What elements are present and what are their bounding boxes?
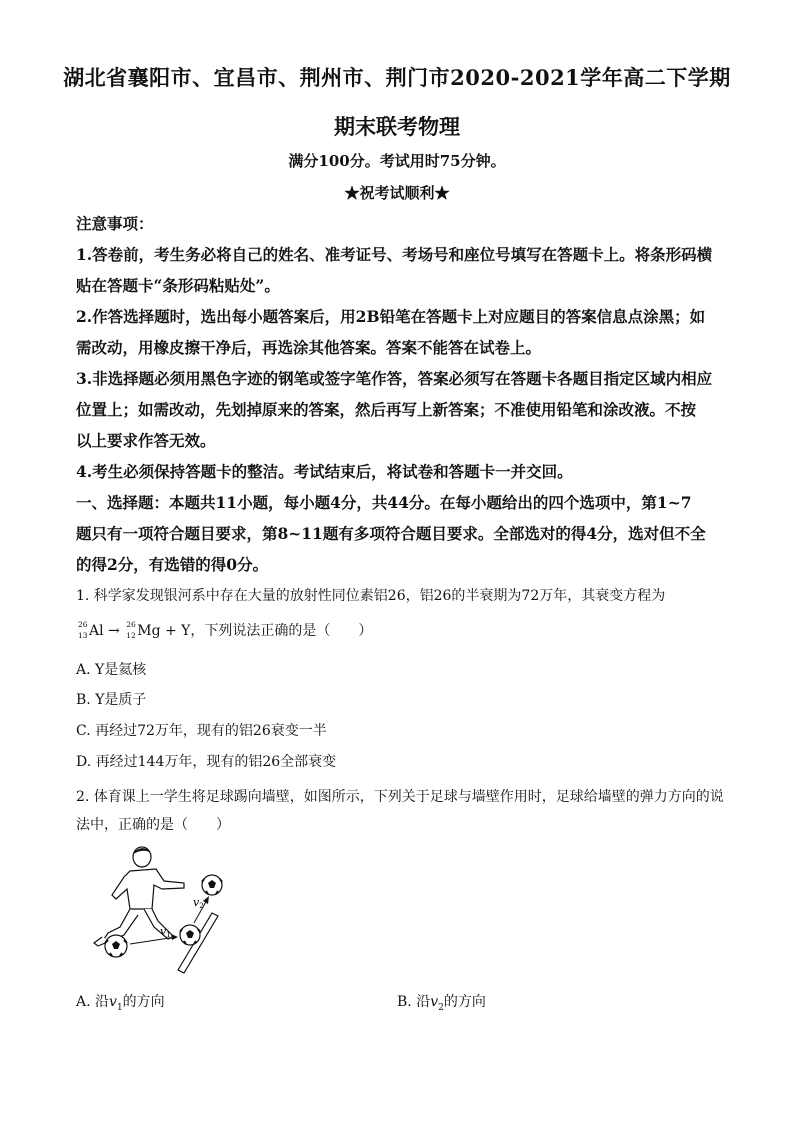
notice-section (76, 208, 724, 580)
ball-at-wall (180, 925, 200, 945)
q1-option-b: B. Y是质子 (76, 692, 147, 708)
notice-line: 1.答卷前，考生务必将自己的姓名、准考证号、考场号和座位号填写在答题卡上。将条形码横 (76, 245, 713, 264)
label-v2: v2 (193, 896, 204, 910)
notice-line: 位置上；如需改动，先划掉原来的答案，然后再写上新答案；不准使用铅笔和涂改液。不按 (76, 400, 697, 419)
reaction-arrow: → (108, 623, 120, 639)
section-instructions: 题只有一项符合题目要求，第8~11题有多项符合题目要求。全部选对的得4分，选对但不全 (76, 524, 706, 543)
q1-option-a: A. Y是氦核 (76, 662, 147, 678)
notice-line: 以上要求作答无效。 (76, 431, 216, 450)
notice-line: 需改动，用橡皮擦干净后，再选涂其他答案。答案不能答在试卷上。 (76, 338, 542, 357)
notice-line: 2.作答选择题时，选出每小题答案后，用2B铅笔在答题卡上对应题目的答案信息点涂黑；如 (76, 307, 706, 326)
label-v1: v1 (160, 925, 171, 939)
exam-title-line2: 期末联考物理 (334, 114, 460, 139)
section-instructions: 的得2分，有选错的得0分。 (76, 555, 269, 574)
q1-option-c: C. 再经过72万年，现有的铝26衰变一半 (76, 723, 327, 739)
section-instructions: 一、选择题：本题共11小题，每小题4分，共44分。在每小题给出的四个选项中，第1~7 (76, 493, 692, 512)
question-1-stem: 1. 科学家发现银河系中存在大量的放射性同位素铝26，铝26的半衰期为72万年，其衰变方程为 (76, 588, 666, 604)
q2-option-b: B. 沿$v_2$的方向 (397, 994, 486, 1013)
magnesium-nuclide: 26 12 Mg (126, 620, 161, 640)
soccer-wall-figure (72, 843, 242, 978)
good-luck-banner: ★祝考试顺利★ (344, 184, 450, 202)
notice-line: 3.非选择题必须用黑色字迹的钢笔或签字笔作答，答案必须写在答题卡各题目指定区域内相应 (76, 369, 713, 388)
exam-title-line1: 湖北省襄阳市、宜昌市、荆州市、荆门市2020-2021学年高二下学期 (63, 65, 731, 90)
notice-line: 贴在答题卡“条形码粘贴处”。 (76, 276, 280, 295)
score-info: 满分100分。考试用时75分钟。 (288, 152, 506, 170)
decay-equation (76, 618, 372, 644)
question-2-stem: 2. 体育课上一学生将足球踢向墙壁，如图所示，下列关于足球与墙壁作用时，足球给墙壁的弹力方向的说 法中，正确的是（ ） (76, 789, 724, 833)
q1-option-d: D. 再经过144万年，现有的铝26全部衰变 (76, 754, 337, 770)
ball-rebound (202, 875, 222, 895)
notice-heading: 注意事项： (76, 214, 154, 233)
equation-rest: + Y，下列说法正确的是（ ） (164, 623, 373, 639)
aluminum-nuclide: 26 13 Al (78, 620, 104, 640)
notice-line: 4.考生必须保持答题卡的整洁。考试结束后，将试卷和答题卡一并交回。 (76, 462, 573, 481)
q2-option-a: A. 沿$v_1$的方向 (76, 994, 165, 1013)
ball-kicked (105, 935, 127, 957)
